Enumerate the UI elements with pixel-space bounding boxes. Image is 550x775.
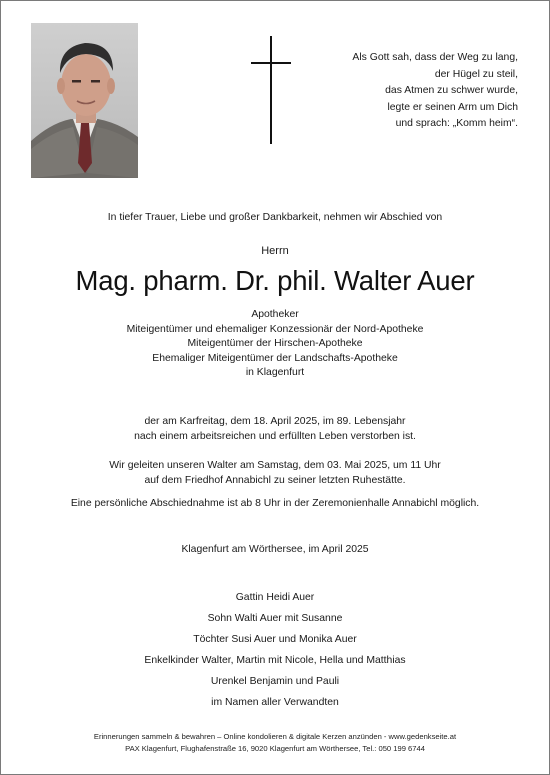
death-line: der am Karfreitag, dem 18. April 2025, im 89. Lebensjahr [144, 416, 406, 427]
title-line: Miteigentümer der Hirschen-Apotheke [187, 338, 363, 350]
title-line: in Klagenfurt [245, 367, 305, 379]
deceased-name: Mag. pharm. Dr. phil. Walter Auer [75, 265, 475, 296]
footer-line: PAX Klagenfurt, Flughafenstraße 16, 9020 Klagenfurt am Wörthersee, Tel.: 050 199 6744 [125, 743, 425, 753]
funeral-line: auf dem Friedhof Annabichl zu seiner letzten Ruhestätte. [144, 474, 406, 486]
intro-text: In tiefer Trauer, Liebe und großer Dankbarkeit, nehmen wir Abschied von [107, 212, 443, 223]
portrait-photo [31, 23, 138, 178]
family-member: Sohn Walti Auer mit Susanne [207, 613, 343, 624]
family-member: Urenkel Benjamin und Pauli [210, 676, 340, 687]
salutation: Herrn [261, 245, 289, 257]
portrait-image [31, 23, 138, 178]
family-member: Enkelkinder Walter, Martin mit Nicole, Hella und Matthias [144, 655, 406, 666]
poem-line: Als Gott sah, dass der Weg zu lang, [352, 52, 518, 63]
title-line: Apotheker [251, 309, 299, 320]
titles-block [1, 308, 549, 381]
family-member: Töchter Susi Auer und Monika Auer [193, 634, 357, 645]
poem-line: legte er seinen Arm um Dich [387, 101, 518, 113]
footer [1, 731, 549, 754]
family-member: Gattin Heidi Auer [235, 592, 315, 603]
footer-line: Erinnerungen sammeln & bewahren – Online kondolieren & digitale Kerzen anzünden - www.gedenkseite.at [93, 732, 457, 741]
poem-line: der Hügel zu steil, [434, 68, 518, 80]
death-line: nach einem arbeitsreichen und erfüllten Leben verstorben ist. [134, 430, 416, 442]
family-list [1, 587, 549, 713]
poem-line: das Atmen zu schwer wurde, [385, 85, 518, 96]
cross-icon [251, 36, 291, 144]
place-date: Klagenfurt am Wörthersee, im April 2025 [181, 544, 369, 555]
poem [298, 50, 518, 133]
funeral-line: Wir geleiten unseren Walter am Samstag, dem 03. Mai 2025, um 11 Uhr [109, 460, 441, 471]
title-line: Miteigentümer und ehemaliger Konzessionär der Nord-Apotheke [126, 323, 424, 335]
death-notice [1, 415, 549, 444]
title-line: Ehemaliger Miteigentümer der Landschafts-Apotheke [152, 352, 398, 364]
poem-line: und sprach: „Komm heim“. [395, 118, 518, 129]
funeral-notice [1, 459, 549, 488]
family-member: im Namen aller Verwandten [211, 697, 339, 708]
viewing-notice: Eine persönliche Abschiednahme ist ab 8 Uhr in der Zeremonienhalle Annabichl möglich. [70, 498, 480, 509]
